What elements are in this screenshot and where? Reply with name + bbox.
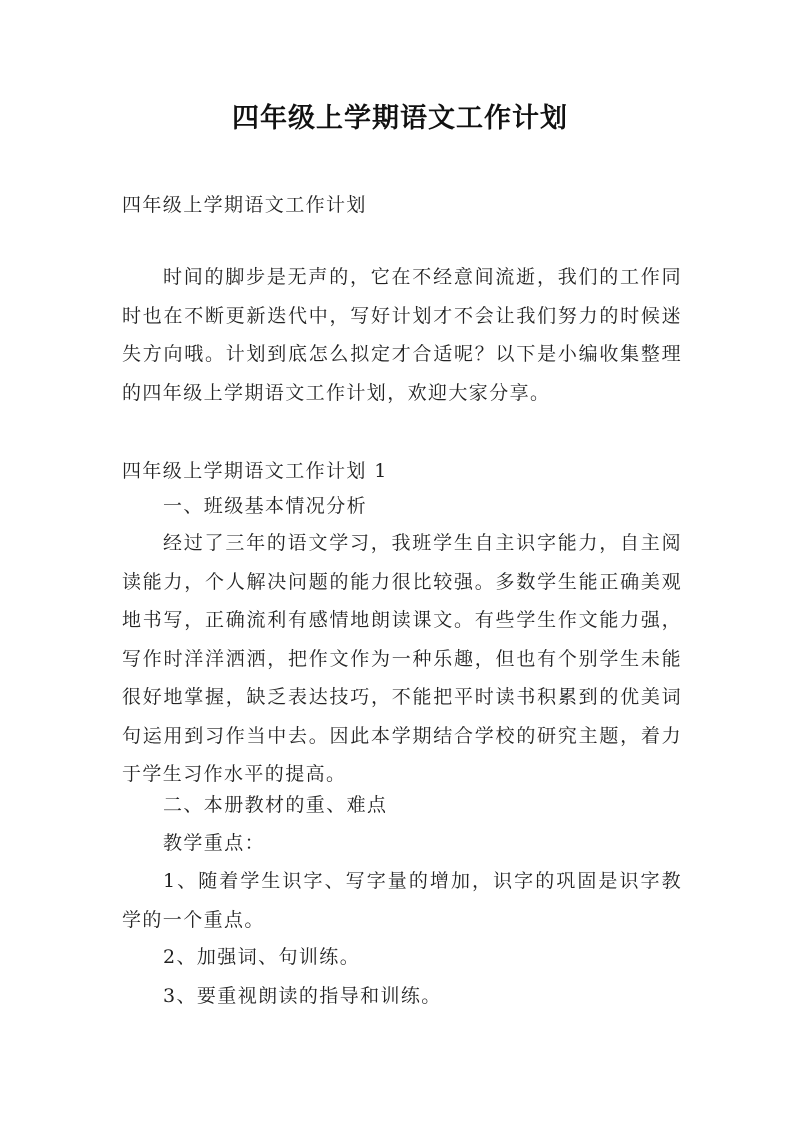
- section-heading-key-points: 二、本册教材的重、难点: [163, 794, 388, 816]
- class-analysis-paragraph: 经过了三年的语文学习，我班学生自主识字能力，自主阅读能力，个人解决问题的能力很比较强。多数学生能正确美观地书写，正确流利有感情地朗读课文。有些学生作文能力强，写作时洋洋洒洒，把作文作为一种乐趣，但也有个别学生未能很好地掌握，缺乏表达技巧，不能把平时读书积累到的优美词句运用到习作当中去。因此本学期结合学校的研究主题，着力于学生习作水平的提高。: [122, 532, 682, 785]
- focus-item-3: 3、要重视朗读的指导和训练。: [163, 985, 442, 1007]
- focus-label: 教学重点：: [163, 832, 266, 854]
- plan-heading: 四年级上学期语文工作计划 1: [122, 460, 388, 482]
- focus-item-2: 2、加强词、句训练。: [163, 946, 361, 968]
- document-title: 四年级上学期语文工作计划: [232, 103, 568, 134]
- section-heading-class-analysis: 一、班级基本情况分析: [163, 495, 368, 517]
- document-subtitle: 四年级上学期语文工作计划: [122, 194, 367, 216]
- intro-paragraph: 时间的脚步是无声的，它在不经意间流逝，我们的工作同时也在不断更新迭代中，写好计划才不会让我们努力的时候迷失方向哦。计划到底怎么拟定才合适呢？以下是小编收集整理的四年级上学期语文工作计划，欢迎大家分享。: [122, 266, 682, 404]
- focus-item-1: 1、随着学生识字、写字量的增加，识字的巩固是识字教学的一个重点。: [122, 870, 682, 931]
